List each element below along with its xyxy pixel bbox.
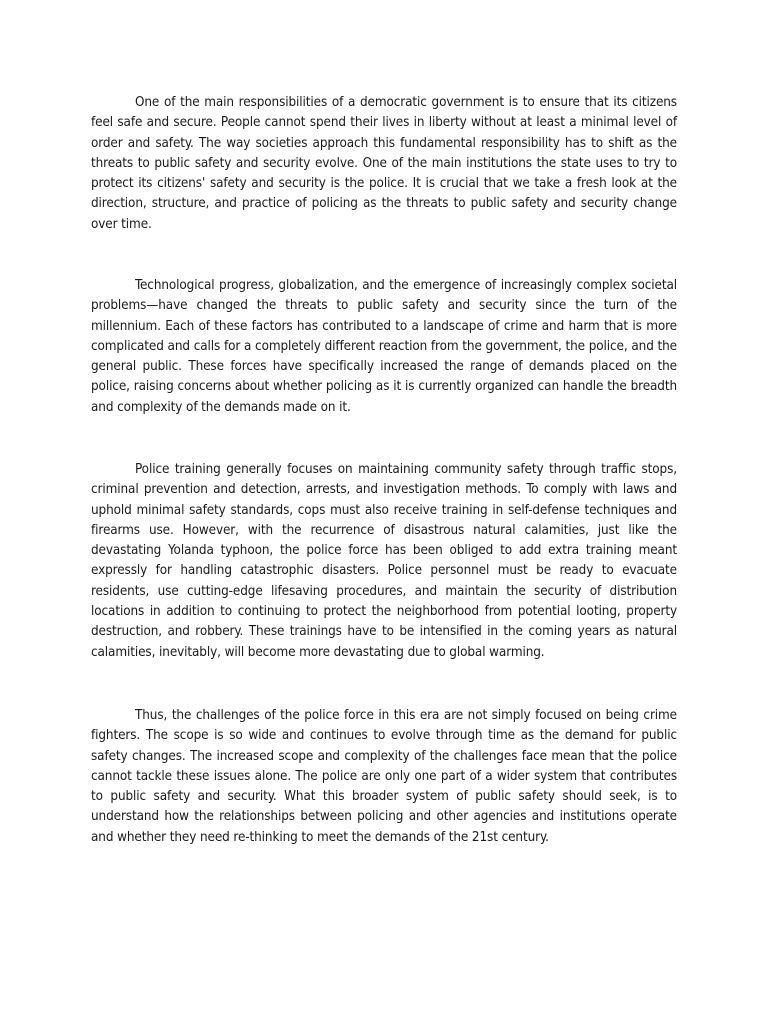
paragraph-3: Police training generally focuses on maintaining community safety through traffic stops, criminal prevention and detection, arrests, and investigation methods. To comply with laws and uphold minimal safety standards, cops must also receive training in self-defense techniques and firearms use. However, with the recurrence of disastrous natural calamities, just like the devastating Yolanda typhoon, the police force has been obliged to add extra training meant expressly for handling catastrophic disasters. Police personnel must be ready to evacuate residents, use cutting-edge lifesaving procedures, and maintain the security of distribution locations in addition to continuing to protect the neighborhood from potential looting, property destruction, and robbery. These trainings have to be intensified in the coming years as natural calamities, inevitably, will become more devastating due to global warming. — [91, 462, 677, 660]
paragraph-1: One of the main responsibilities of a democratic government is to ensure that its citizens feel safe and secure. People cannot spend their lives in liberty without at least a minimal level of order and safety. The way societies approach this fundamental responsibility has to shift as the threats to public safety and security evolve. One of the main institutions the state uses to try to protect its citizens' safety and security is the police. It is crucial that we take a fresh look at the direction, structure, and practice of policing as the threats to public safety and security change over time. — [91, 95, 677, 232]
paragraph-4: Thus, the challenges of the police force in this era are not simply focused on being crime fighters. The scope is so wide and continues to evolve through time as the demand for public safety changes. The increased scope and complexity of the challenges face mean that the police cannot tackle these issues alone. The police are only one part of a wider system that contributes to public safety and security. What this broader system of public safety should seek, is to understand how the relationships between policing and other agencies and institutions operate and whether they need re-thinking to meet the demands of the 21st century. — [91, 708, 677, 845]
paragraph-2: Technological progress, globalization, and the emergence of increasingly complex societal problems—have changed the threats to public safety and security since the turn of the millennium. Each of these factors has contributed to a landscape of crime and harm that is more complicated and calls for a completely different reaction from the government, the police, and the general public. These forces have specifically increased the range of demands placed on the police, raising concerns about whether policing as it is currently organized can handle the breadth and complexity of the demands made on it. — [91, 278, 677, 415]
